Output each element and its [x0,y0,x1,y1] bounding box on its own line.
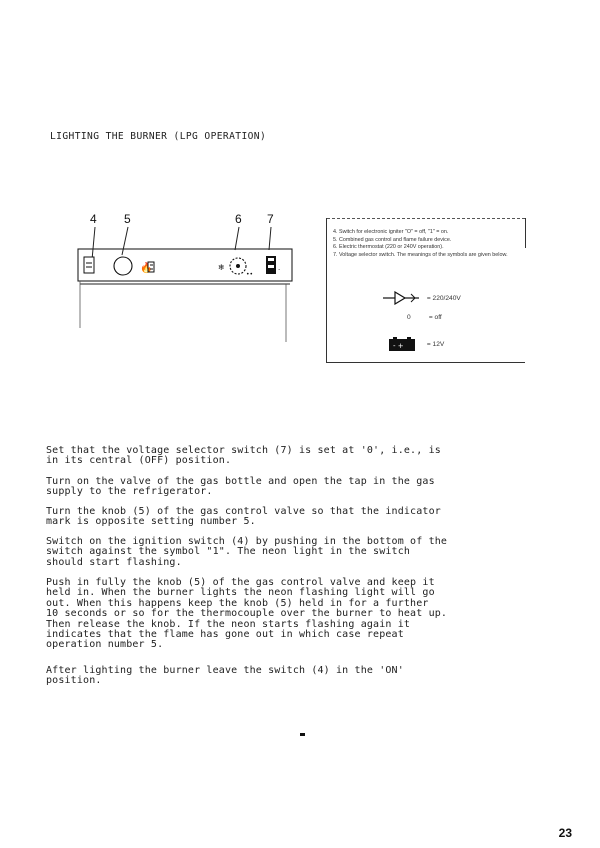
thermostat-dial-icon [218,258,253,278]
svg-text:••: •• [246,271,254,278]
battery-icon [387,336,425,352]
callout-4: 4 [90,212,97,226]
instruction-paragraph: After lighting the burner leave the switch (4) in the 'ON' position. [46,665,404,687]
zero-symbol: 0 [407,314,411,321]
instruction-paragraph: Push in fully the knob (5) of the gas control valve and keep it held in. When the burner lights the neon flashing light will go out. When this happens keep the knob (5) held in for a further 10 seconds or so for the thermocouple over the burner to heat up. Then release the knob. If the neon starts flashing again it indicates that the flame has gone out in which case repeat operation number 5. [46,577,448,651]
legend-item: 6. Electric thermostat (220 or 240V operation). [333,244,444,251]
symbol-row-battery [387,336,444,352]
callout-6: 6 [235,212,242,226]
gas-control-knob-icon [114,257,154,275]
symbol-label-off: = off [428,314,442,321]
svg-text:🔥: 🔥 [140,263,153,274]
instruction-paragraph: Turn on the valve of the gas bottle and open the tap in the gas supply to the refrigerator. [46,476,435,498]
instruction-paragraph: Switch on the ignition switch (4) by pushing in the bottom of the switch against the symbol "1". The neon light in the switch should start flashing. [46,536,448,568]
callout-5: 5 [124,212,131,226]
instruction-paragraph: Set that the voltage selector switch (7) is set at '0', i.e., is in its central (OFF) position. [46,445,441,467]
voltage-selector-icon [266,256,280,274]
symbol-row-mains [381,291,461,305]
symbol-row-off [407,314,442,321]
symbol-label-battery: = 12V [426,340,445,348]
legend-item: 4. Switch for electronic igniter "O" = off, "1" = on. [333,229,449,235]
instruction-paragraph: Turn the knob (5) of the gas control valve so that the indicator mark is opposite setting number 5. [46,506,441,528]
page-title: LIGHTING THE BURNER (LPG OPERATION) [50,131,267,142]
callout-7: 7 [267,212,274,226]
legend-item: 5. Combined gas control and flame failure device. [333,236,452,243]
symbol-label-mains: = 220/240V [426,294,461,302]
panel-drawing [70,210,300,350]
ignition-switch-icon [84,257,94,273]
legend-list [333,229,519,259]
control-panel-diagram [70,210,300,350]
svg-text:- +: - + [393,342,404,350]
page-number: 23 [558,826,572,840]
scan-mark [300,733,305,736]
legend-box [326,218,525,363]
svg-text:❄: ❄ [218,263,225,272]
mains-plug-icon [381,291,425,305]
svg-text:·: · [278,266,281,274]
legend-item: 7. Voltage selector switch. The meanings of the symbols are given below. [333,251,508,258]
